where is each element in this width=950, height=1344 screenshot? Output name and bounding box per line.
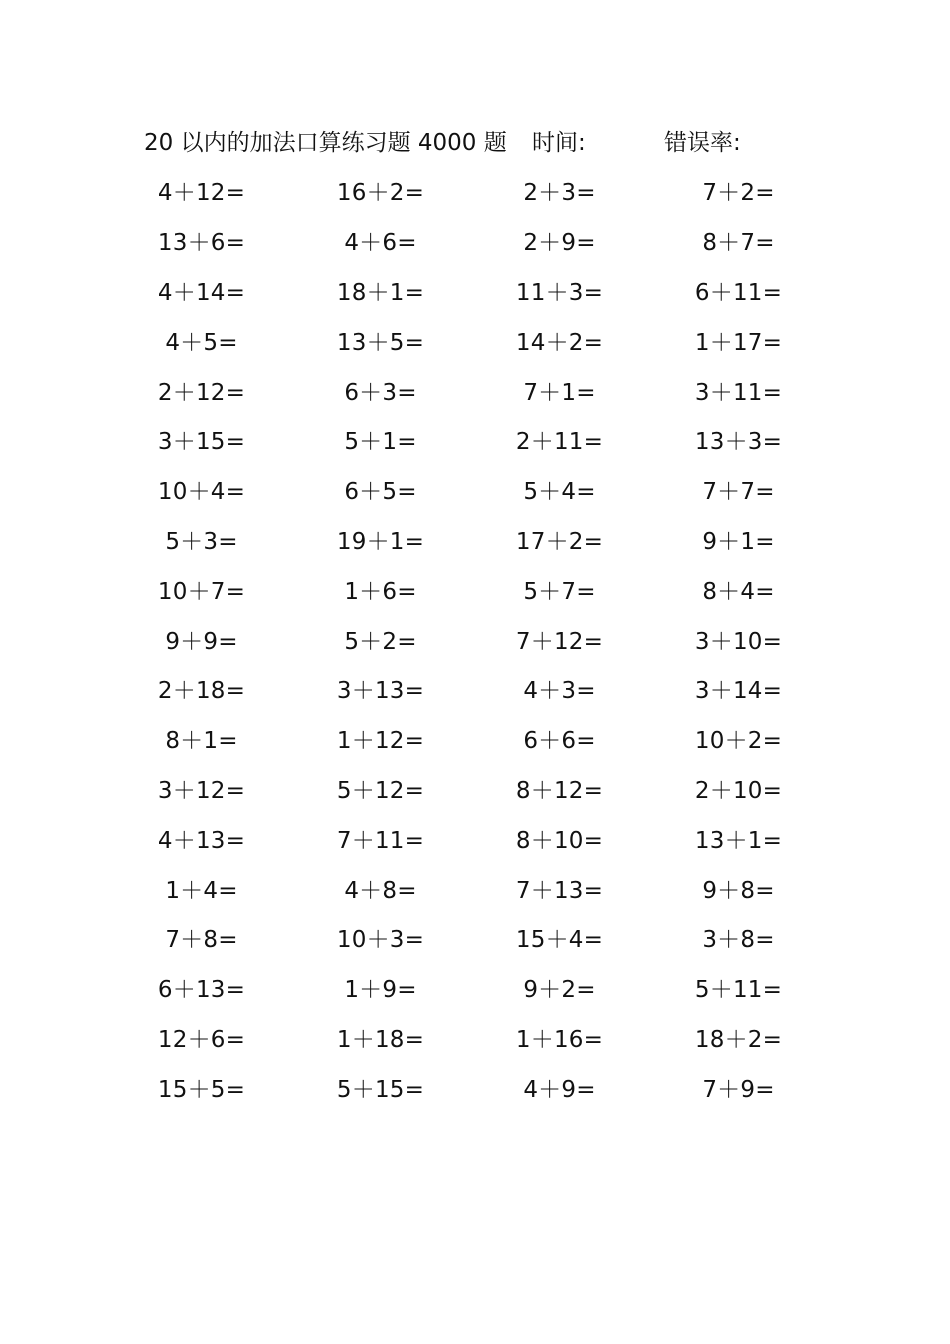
problem-row [112, 1013, 828, 1063]
addition-problem: 4＋13= [157, 827, 246, 854]
addition-problem: 5＋2= [344, 628, 417, 655]
problem-row [112, 664, 828, 714]
addition-problem: 16＋2= [336, 180, 425, 207]
problem-row [112, 166, 828, 216]
addition-problem: 4＋3= [523, 678, 596, 705]
addition-problem: 2＋11= [515, 429, 604, 456]
problem-row [112, 813, 828, 863]
addition-problem: 3＋11= [694, 379, 783, 406]
problem-row [112, 614, 828, 664]
addition-problem: 7＋12= [515, 628, 604, 655]
addition-problem: 3＋10= [694, 628, 783, 655]
addition-problem: 3＋14= [694, 678, 783, 705]
addition-problem: 9＋1= [702, 528, 775, 555]
addition-problem: 6＋13= [157, 977, 246, 1004]
addition-problem: 13＋3= [694, 429, 783, 456]
addition-problem: 5＋3= [165, 528, 238, 555]
addition-problem: 8＋4= [702, 578, 775, 605]
worksheet-title: 20 以内的加法口算练习题 4000 题 [144, 130, 507, 156]
problem-row [112, 465, 828, 515]
addition-problem: 5＋15= [336, 1076, 425, 1103]
addition-problem: 6＋11= [694, 279, 783, 306]
addition-problem: 6＋5= [344, 479, 417, 506]
addition-problem: 13＋5= [336, 329, 425, 356]
addition-problem: 2＋9= [523, 230, 596, 257]
addition-problem: 4＋6= [344, 230, 417, 257]
problem-row [112, 415, 828, 465]
addition-problem: 2＋10= [694, 777, 783, 804]
time-label: 时间: [532, 130, 586, 156]
problem-row [112, 365, 828, 415]
addition-problem: 8＋7= [702, 230, 775, 257]
addition-problem: 4＋9= [523, 1076, 596, 1103]
addition-problem: 9＋8= [702, 877, 775, 904]
problem-grid [112, 166, 828, 1112]
addition-problem: 18＋2= [694, 1026, 783, 1053]
problem-row [112, 564, 828, 614]
addition-problem: 17＋2= [515, 528, 604, 555]
addition-problem: 1＋9= [344, 977, 417, 1004]
problem-row [112, 515, 828, 565]
addition-problem: 10＋3= [336, 927, 425, 954]
problem-row [112, 1062, 828, 1112]
addition-problem: 4＋8= [344, 877, 417, 904]
addition-problem: 4＋5= [165, 329, 238, 356]
addition-problem: 1＋6= [344, 578, 417, 605]
addition-problem: 1＋18= [336, 1026, 425, 1053]
addition-problem: 4＋14= [157, 279, 246, 306]
addition-problem: 2＋18= [157, 678, 246, 705]
addition-problem: 11＋3= [515, 279, 604, 306]
problem-row [112, 963, 828, 1013]
error-rate-label: 错误率: [664, 130, 741, 156]
addition-problem: 1＋12= [336, 728, 425, 755]
addition-problem: 3＋15= [157, 429, 246, 456]
addition-problem: 18＋1= [336, 279, 425, 306]
addition-problem: 3＋12= [157, 777, 246, 804]
addition-problem: 7＋9= [702, 1076, 775, 1103]
addition-problem: 10＋7= [157, 578, 246, 605]
addition-problem: 7＋8= [165, 927, 238, 954]
addition-problem: 5＋4= [523, 479, 596, 506]
addition-problem: 10＋2= [694, 728, 783, 755]
addition-problem: 5＋12= [336, 777, 425, 804]
addition-problem: 7＋2= [702, 180, 775, 207]
addition-problem: 8＋12= [515, 777, 604, 804]
addition-problem: 9＋2= [523, 977, 596, 1004]
problem-row [112, 216, 828, 266]
problem-row [112, 315, 828, 365]
addition-problem: 2＋3= [523, 180, 596, 207]
addition-problem: 9＋9= [165, 628, 238, 655]
problem-row [112, 266, 828, 316]
addition-problem: 1＋4= [165, 877, 238, 904]
addition-problem: 14＋2= [515, 329, 604, 356]
addition-problem: 6＋3= [344, 379, 417, 406]
problem-row [112, 764, 828, 814]
addition-problem: 10＋4= [157, 479, 246, 506]
addition-problem: 15＋5= [157, 1076, 246, 1103]
addition-problem: 13＋6= [157, 230, 246, 257]
addition-problem: 7＋1= [523, 379, 596, 406]
addition-problem: 5＋11= [694, 977, 783, 1004]
addition-problem: 6＋6= [523, 728, 596, 755]
addition-problem: 5＋1= [344, 429, 417, 456]
addition-problem: 8＋10= [515, 827, 604, 854]
addition-problem: 15＋4= [515, 927, 604, 954]
addition-problem: 7＋11= [336, 827, 425, 854]
addition-problem: 1＋17= [694, 329, 783, 356]
problem-row [112, 863, 828, 913]
addition-problem: 19＋1= [336, 528, 425, 555]
problem-row [112, 913, 828, 963]
addition-problem: 4＋12= [157, 180, 246, 207]
addition-problem: 8＋1= [165, 728, 238, 755]
problem-row [112, 714, 828, 764]
addition-problem: 1＋16= [515, 1026, 604, 1053]
addition-problem: 13＋1= [694, 827, 783, 854]
addition-problem: 3＋8= [702, 927, 775, 954]
addition-problem: 2＋12= [157, 379, 246, 406]
addition-problem: 5＋7= [523, 578, 596, 605]
addition-problem: 3＋13= [336, 678, 425, 705]
addition-problem: 7＋13= [515, 877, 604, 904]
addition-problem: 12＋6= [157, 1026, 246, 1053]
addition-problem: 7＋7= [702, 479, 775, 506]
